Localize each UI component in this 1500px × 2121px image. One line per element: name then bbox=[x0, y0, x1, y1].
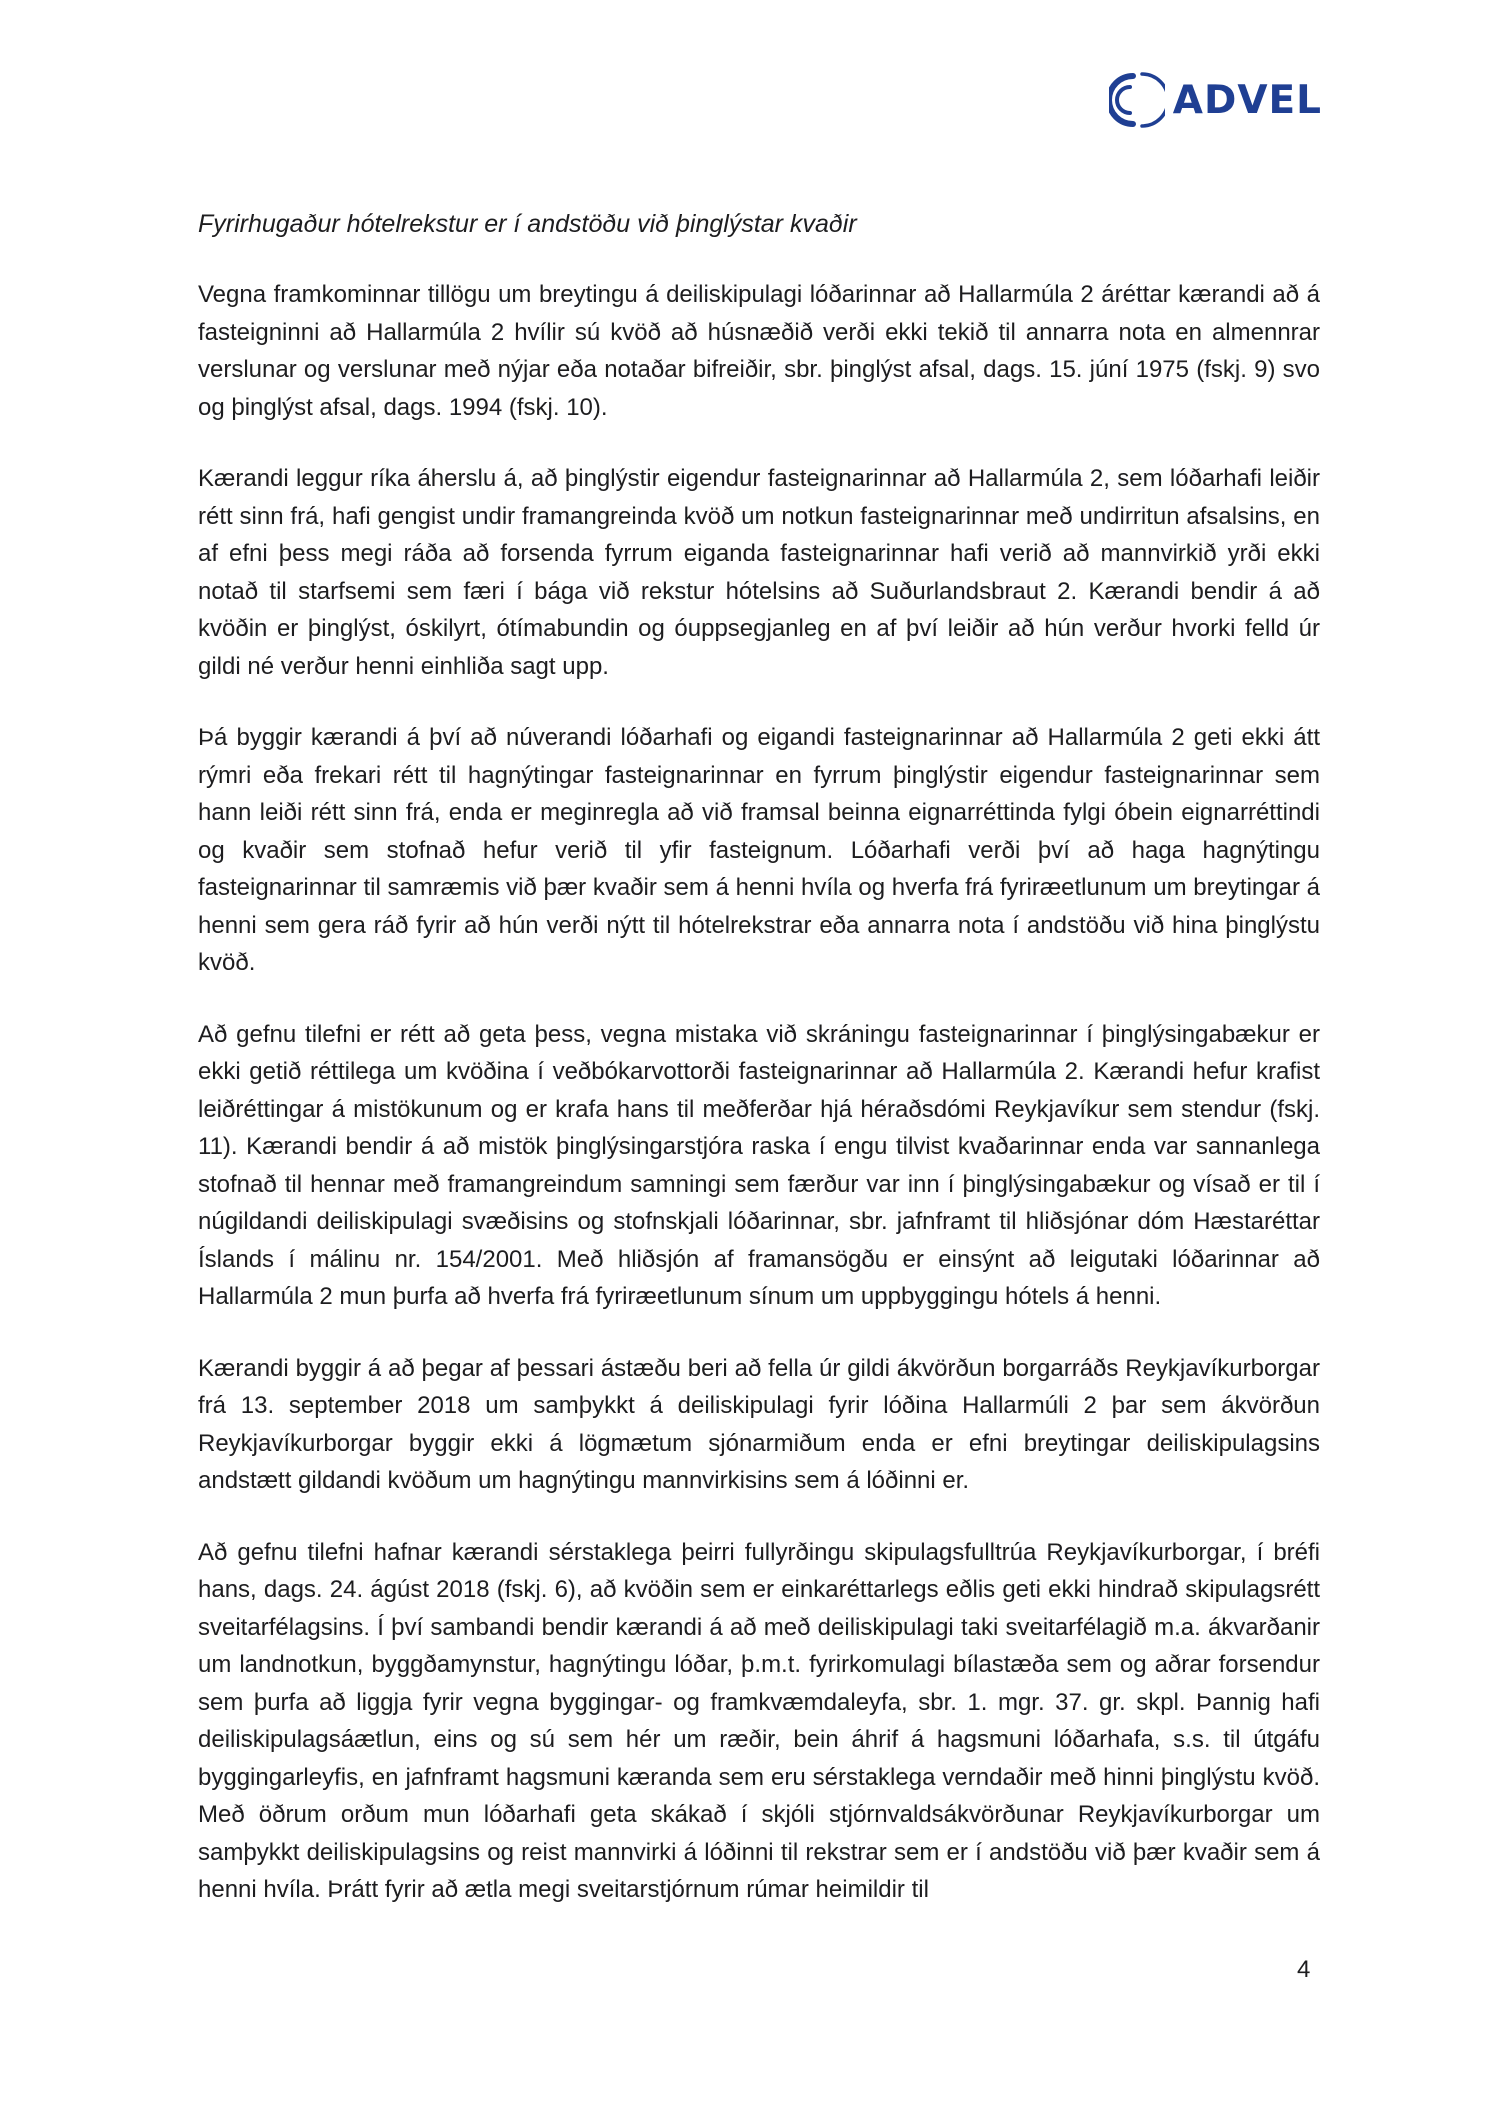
document-body bbox=[198, 206, 1320, 1909]
company-logo bbox=[1109, 70, 1322, 130]
paragraph-5: Kærandi byggir á að þegar af þessari ástæðu beri að fella úr gildi ákvörðun borgarráðs Reykjavíkurborgar frá 13. september 2018 um samþykkt á deiliskipulagi fyrir lóðina Hallarmúli 2 þar sem ákvörðun Reykjavíkurborgar byggir ekki á lögmætum sjónarmiðum enda er efni breytingar deiliskipulagsins andstætt gildandi kvöðum um hagnýtingu mannvirkisins sem á lóðinni er. bbox=[198, 1354, 1320, 1494]
section-heading: Fyrirhugaður hótelrekstur er í andstöðu við þinglýstar kvaðir bbox=[198, 210, 857, 238]
advel-logo-icon bbox=[1109, 70, 1165, 130]
paragraph-4: Að gefnu tilefni er rétt að geta þess, vegna mistaka við skráningu fasteignarinnar í þinglýsingabækur er ekki getið réttilega um kvöðina í veðbókarvottorði fasteignarinnar að Hallarmúla 2. Kærandi hefur krafist leiðréttingar á mistökunum og er krafa hans til meðferðar hjá héraðsdómi Reykjavíkur sem stendur (fskj. 11). Kærandi bendir á að mistök þinglýsingarstjóra raska í engu tilvist kvaðarinnar enda var sannanlega stofnað til hennar með framangreindum samningi sem færður var inn í þinglýsingabækur og vísað er til í núgildandi deiliskipulagi svæðisins og stofnskjali lóðarinnar, sbr. jafnframt til hliðsjónar dóm Hæstaréttar Íslands í málinu nr. 154/2001. Með hliðsjón af framansögðu er einsýnt að leigutaki lóðarinnar að Hallarmúla 2 mun þurfa að hverfa frá fyriræetlunum sínum um uppbyggingu hótels á henni. bbox=[198, 1020, 1320, 1310]
paragraph-2: Kærandi leggur ríka áherslu á, að þinglýstir eigendur fasteignarinnar að Hallarmúla 2, sem lóðarhafi leiðir rétt sinn frá, hafi gengist undir framangreinda kvöð um notkun fasteignarinnar með undirritun afsalsins, en af efni þess megi ráða að forsenda fyrrum eiganda fasteignarinnar hafi verið að mannvirkið yrði ekki notað til starfsemi sem færi í bága við rekstur hótelsins að Suðurlandsbraut 2. Kærandi bendir á að kvöðin er þinglýst, óskilyrt, ótímabundin og óuppsegjanleg en af því leiðir að hún verður hvorki felld úr gildi né verður henni einhliða sagt upp. bbox=[198, 465, 1320, 680]
paragraph-3: Þá byggir kærandi á því að núverandi lóðarhafi og eigandi fasteignarinnar að Hallarmúla 2 geti ekki átt rýmri eða frekari rétt til hagnýtingar fasteignarinnar en fyrrum þinglýstir eigendur fasteignarinnar sem hann leiði rétt sinn frá, enda er meginregla að við framsal beinna eignarréttinda fylgi óbein eignarréttindi og kvaðir sem stofnað hefur verið til yfir fasteignum. Lóðarhafi verði því að haga hagnýtingu fasteignarinnar til samræmis við þær kvaðir sem á henni hvíla og hverfa frá fyriræetlunum um breytingar á henni sem gera ráð fyrir að hún verði nýtt til hótelrekstrar eða annarra nota í andstöðu við hina þinglýstu kvöð. bbox=[198, 724, 1320, 976]
page-number: 4 bbox=[1297, 1956, 1311, 1983]
paragraph-1: Vegna framkominnar tillögu um breytingu á deiliskipulagi lóðarinnar að Hallarmúla 2 áréttar kærandi að á fasteigninni að Hallarmúla 2 hvílir sú kvöð að húsnæðið verði ekki tekið til annarra nota en almennrar verslunar og verslunar með nýjar eða notaðar bifreiðir, sbr. þinglýst afsal, dags. 15. júní 1975 (fskj. 9) svo og þinglýst afsal, dags. 1994 (fskj. 10). bbox=[198, 281, 1320, 421]
paragraph-6: Að gefnu tilefni hafnar kærandi sérstaklega þeirri fullyrðingu skipulagsfulltrúa Reykjavíkurborgar, í bréfi hans, dags. 24. ágúst 2018 (fskj. 6), að kvöðin sem er einkaréttarlegs eðlis geti ekki hindrað skipulagsrétt sveitarfélagsins. Í því sambandi bendir kærandi á að með deiliskipulagi taki sveitarfélagið m.a. ákvarðanir um landnotkun, byggðamynstur, hagnýtingu lóðar, þ.m.t. fyrirkomulagi bílastæða sem og aðrar forsendur sem þurfa að liggja fyrir vegna byggingar- og framkvæmdaleyfa, sbr. 1. mgr. 37. gr. skpl. Þannig hafi deiliskipulagsáætlun, eins og sú sem hér um ræðir, bein áhrif á hagsmuni lóðarhafa, s.s. til útgáfu byggingarleyfis, en jafnframt hagsmuni kæranda sem eru sérstaklega verndaðir með hinni þinglýstu kvöð. Með öðrum orðum mun lóðarhafi geta skákað í skjóli stjórnvaldsákvörðunar Reykjavíkurborgar um samþykkt deiliskipulagsins og reist mannvirki á lóðinni til rekstrar sem er í andstöðu við þær kvaðir sem á henni hvíla. Þrátt fyrir að ætla megi sveitarstjórnum rúmar heimildir til bbox=[198, 1538, 1320, 1903]
logo-text: ADVEL bbox=[1172, 77, 1322, 123]
